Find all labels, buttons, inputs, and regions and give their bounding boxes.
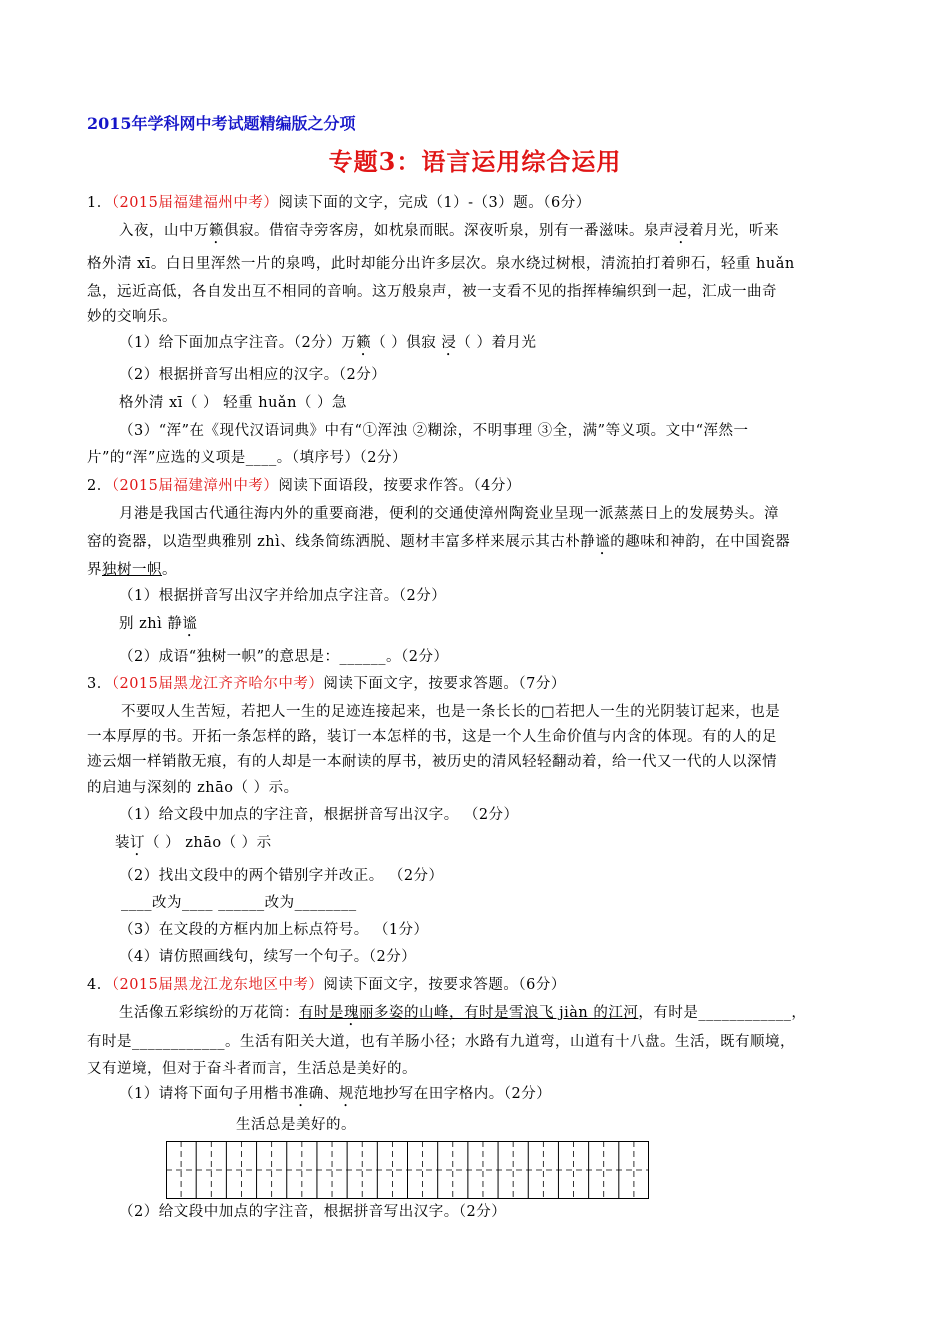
q3-subquestion-2-blanks: ____改为____ ______改为________	[121, 895, 357, 911]
q3-passage-line-2: 一本厚厚的书。开拓一条怎样的路，装订一本怎样的书，这是一个人生命价值与内含的体现。有的人的足	[87, 729, 777, 745]
q4-passage-line-1: 生活像五彩缤纷的万花筒：有时是瑰丽多姿的山峰，有时是雪浪飞 jiàn 的江河，有时是____________，	[119, 1005, 807, 1021]
q2-passage-line-3: 界独树一帜。	[87, 562, 177, 578]
q3-subquestion-4: （4）请仿照画线句，续写一个句子。（2分）	[119, 949, 417, 965]
q1-prompt: 阅读下面的文字，完成（1）-（3）题。（6分）	[278, 195, 591, 211]
q1-subquestion-2-blanks: 格外清 xī（ ） 轻重 huǎn（ ）急	[119, 395, 348, 411]
q4-underlined-sentence: 有时是瑰丽多姿的山峰，有时是雪浪飞 jiàn 的江河	[299, 1005, 639, 1021]
q4-copy-sentence: 生活总是美好的。	[236, 1117, 356, 1133]
q3-subquestion-3: （3）在文段的方框内加上标点符号。 （1分）	[119, 922, 429, 938]
q4-passage-line-2: 有时是____________。生活有阳关大道，也有羊肠小径；水路有九道弯，山道有十八盘。生活，既有顺境，	[87, 1034, 795, 1050]
q1-subquestion-3-line-2: 片”的“浑”应选的义项是____。（填序号）（2分）	[87, 450, 407, 466]
q3-subquestion-2: （2）找出文段中的两个错别字并改正。 （2分）	[119, 868, 444, 884]
tianzige-writing-grid	[166, 1141, 649, 1199]
q1-passage-line-2: 格外清 xī。白日里浑然一片的泉鸣，此时却能分出许多层次。泉水绕过树根，清流拍打着卵石，轻重 huǎn	[87, 256, 795, 272]
q2-subquestion-1-items: 别 zhì 静谧	[119, 616, 198, 632]
q2-subquestion-2: （2）成语“独树一帜”的意思是：______。（2分）	[119, 649, 449, 665]
q3-subquestion-1: （1）给文段中加点的字注音，根据拼音写出汉字。 （2分）	[119, 807, 519, 823]
q4-heading	[87, 975, 566, 995]
document-header: 2015年学科网中考试题精编版之分项	[87, 114, 356, 133]
q3-source: （2015届黑龙江齐齐哈尔中考）	[111, 676, 324, 692]
q1-subquestion-2: （2）根据拼音写出相应的汉字。（2分）	[119, 367, 387, 383]
q1-heading	[87, 193, 591, 213]
q4-subquestion-1: （1）请将下面句子用楷书准确、规范地抄写在田字格内。（2分）	[119, 1086, 552, 1102]
q3-passage-line-3: 迹云烟一样销散无痕，有的人却是一本耐读的厚书，被历史的清风轻轻翻动着，给一代又一代的人以深情	[87, 754, 777, 770]
q3-heading	[87, 674, 566, 694]
q2-subquestion-1: （1）根据拼音写出汉字并给加点字注音。（2分）	[119, 588, 447, 604]
q4-source: （2015届黑龙江龙东地区中考）	[111, 977, 324, 993]
q4-passage-line-3: 又有逆境，但对于奋斗者而言，生活总是美好的。	[87, 1061, 417, 1077]
q3-number: 3．	[87, 676, 112, 692]
q1-number: 1．	[87, 195, 112, 211]
q4-prompt: 阅读下面文字，按要求答题。（6分）	[323, 977, 566, 993]
q2-number: 2．	[87, 478, 112, 494]
q4-number: 4．	[87, 977, 112, 993]
q2-passage-line-1: 月港是我国古代通往海内外的重要商港，便利的交通使漳州陶瓷业呈现一派蒸蒸日上的发展势头。漳	[119, 506, 779, 522]
q2-source: （2015届福建漳州中考）	[111, 478, 279, 494]
q1-passage-line-3: 急，远近高低，各自发出互不相同的音响。这万般泉声，被一支看不见的指挥棒编织到一起，汇成一曲奇	[87, 284, 777, 300]
q2-heading	[87, 476, 521, 496]
q3-prompt: 阅读下面文字，按要求答题。（7分）	[323, 676, 566, 692]
q1-passage-line-4: 妙的交响乐。	[87, 309, 177, 325]
q1-subquestion-1: （1）给下面加点字注音。（2分）万籁（ ）俱寂 浸（ ）着月光	[119, 335, 537, 351]
q2-passage-line-2: 窑的瓷器，以造型典雅别 zhì、线条简练洒脱、题材丰富多样来展示其古朴静谧的趣味和神韵，在中国瓷器	[87, 534, 791, 550]
q4-subquestion-2: （2）给文段中加点的字注音，根据拼音写出汉字。（2分）	[119, 1204, 507, 1220]
q2-prompt: 阅读下面语段，按要求作答。（4分）	[278, 478, 521, 494]
q3-passage-line-1: 不要叹人生苦短，若把人一生的足迹连接起来，也是一条长长的□若把人一生的光阴装订起来，也是	[121, 704, 781, 720]
q3-passage-line-4: 的启迪与深刻的 zhāo（ ）示。	[87, 780, 299, 796]
q3-subquestion-1-blanks: 装订（ ） zhāo（ ）示	[115, 835, 272, 851]
page-title: 专题3：语言运用综合运用	[328, 147, 622, 176]
q1-source: （2015届福建福州中考）	[111, 195, 279, 211]
q1-passage-line-1: 入夜，山中万籁俱寂。借宿寺旁客房，如枕泉而眠。深夜听泉，别有一番滋味。泉声浸着月光，听来	[119, 223, 779, 239]
q1-subquestion-3-line-1: （3）“浑”在《现代汉语词典》中有“①浑浊 ②糊涂，不明事理 ③全，满”等义项。文中“浑然一	[119, 423, 749, 439]
